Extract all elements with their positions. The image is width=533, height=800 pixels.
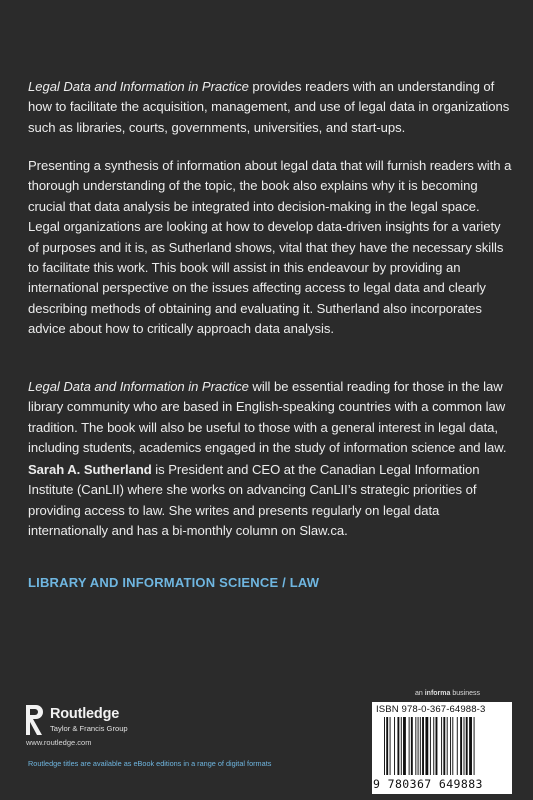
author-bio — [28, 460, 512, 542]
publisher-name: Routledge — [50, 706, 120, 722]
book-title-italic: Legal Data and Information in Practice — [28, 79, 249, 94]
barcode-bars — [382, 717, 506, 777]
paragraph-text: provides readers with an understanding of how to facilitate the acquisition, management, and use of legal data in organizations such as libraries, courts, governments, universities, and start-ups. — [28, 79, 510, 135]
routledge-r-icon — [26, 705, 44, 735]
isbn-label: ISBN 978-0-367-64988-3 — [376, 704, 486, 715]
author-name: Sarah A. Sutherland — [28, 462, 152, 477]
author-bio-text: is President and CEO at the Canadian Legal Information Institute (CanLII) where she works on advancing CanLII’s strategic priorities of providing access to law. She writes and presents regularly on legal data internationally and has a bi-monthly column on Slaw.ca. — [28, 462, 480, 539]
ebook-note: Routledge titles are available as eBook editions in a range of digital formats — [28, 759, 272, 768]
book-title-italic: Legal Data and Information in Practice — [28, 379, 249, 394]
publisher-group: Taylor & Francis Group — [50, 724, 128, 733]
informa-business-tag — [415, 690, 480, 697]
informa-brand: informa — [424, 690, 451, 697]
paragraph-text: Presenting a synthesis of information about legal data that will furnish readers with a thorough understanding of the topic, the book also explains why it is becoming crucial that data analysis be integrated into decision-making in the legal space. Legal organizations are looking at how to develop data-driven insights for a variety of purposes and it is, as Sutherland shows, vital that they have the necessary skills to facilitate this work. This book will assist in this endeavour by providing an international perspective on the issues affecting access to legal data and clearly describing methods of obtaining and evaluating it. Sutherland also incorporates advice about how to critically approach data analysis. — [28, 158, 512, 337]
isbn-barcode — [372, 702, 512, 794]
description-paragraph-2 — [28, 156, 512, 340]
barcode-digits: 9 780367 649883 — [373, 777, 483, 791]
informa-suffix: business — [450, 690, 480, 697]
description-paragraph-1 — [28, 77, 512, 138]
publisher-url: www.routledge.com — [26, 738, 92, 747]
publisher-logo — [26, 705, 186, 747]
paragraph-text: will be essential reading for those in the law library community who are based in English-speaking countries with a common law tradition. The book will also be useful to those with a general interest in legal data, including students, academics engaged in the study of information science and law. — [28, 379, 507, 456]
subject-category: LIBRARY AND INFORMATION SCIENCE / LAW — [28, 575, 320, 590]
informa-prefix: an — [415, 690, 425, 697]
description-paragraph-3 — [28, 377, 512, 459]
